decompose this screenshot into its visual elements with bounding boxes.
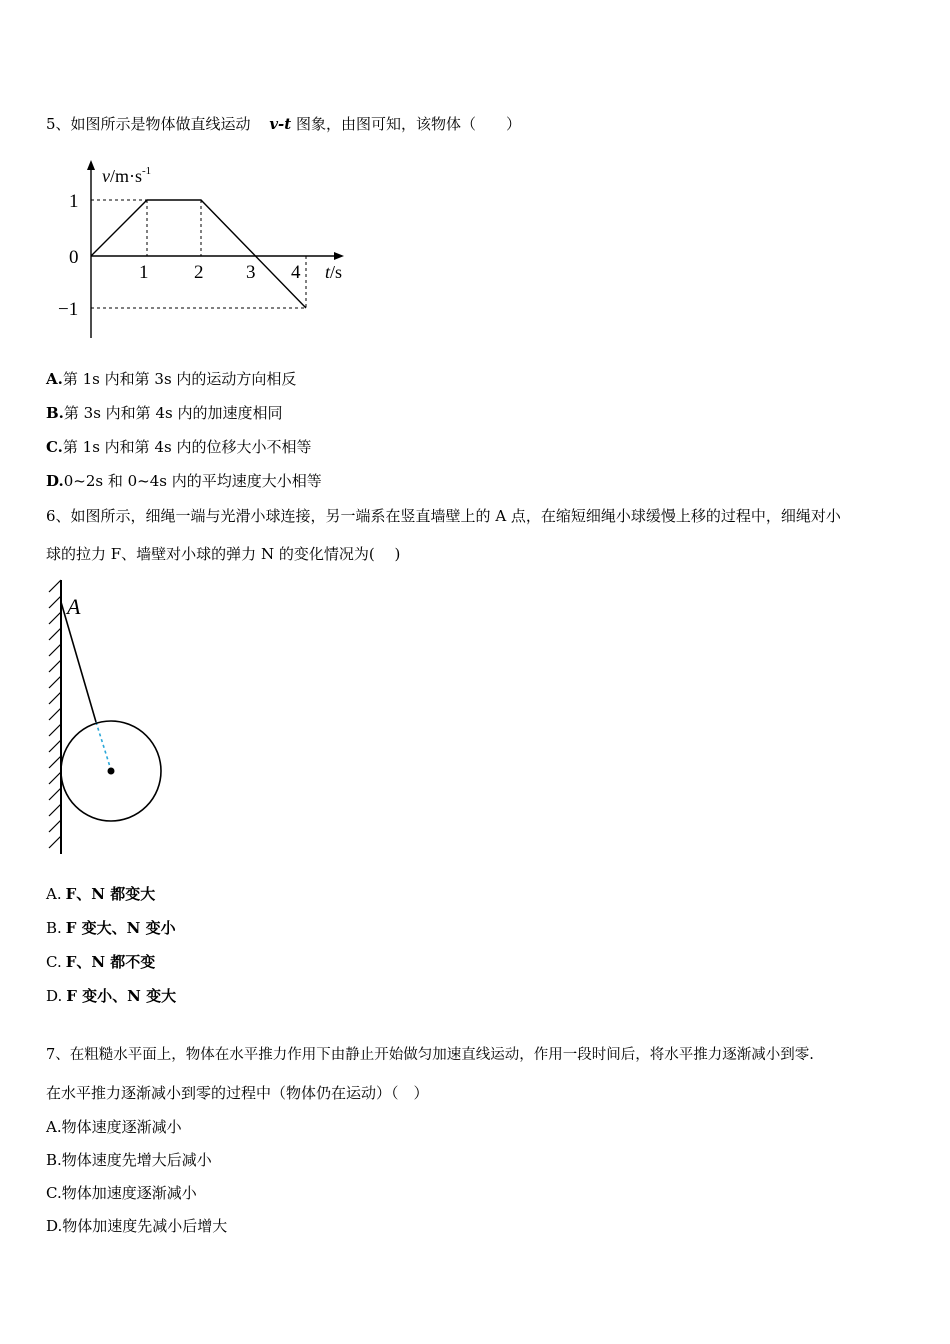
q6-option-c-text: F、N 都不变 bbox=[65, 953, 156, 971]
q6-option-c bbox=[46, 952, 155, 972]
q5-option-a bbox=[46, 369, 296, 389]
q7-option-d-text: 物体加速度先减小后增大 bbox=[62, 1217, 228, 1235]
q6-option-a bbox=[46, 884, 155, 904]
vt-y-tick-0: 0 bbox=[69, 247, 79, 268]
q5-option-a-label: A. bbox=[46, 370, 63, 388]
rope-extension bbox=[96, 722, 111, 770]
q5-option-c-label: C. bbox=[46, 438, 63, 456]
q5-option-a-text: 第 1s 内和第 3s 内的运动方向相反 bbox=[62, 370, 297, 388]
q6-option-d bbox=[46, 986, 176, 1006]
q7-option-a-text: 物体速度逐渐减小 bbox=[61, 1118, 182, 1136]
q5-stem bbox=[46, 114, 521, 134]
q5-option-d-label: D. bbox=[46, 472, 64, 490]
q7-option-d bbox=[46, 1216, 227, 1236]
ball-center bbox=[108, 768, 115, 775]
q5-stem-vt: v-t bbox=[269, 115, 292, 133]
q7-option-d-label: D. bbox=[46, 1217, 63, 1235]
q7-option-b bbox=[46, 1150, 212, 1170]
q5-option-b bbox=[46, 403, 282, 423]
q5-option-d-text: 0~2s 和 0~4s 内的平均速度大小相等 bbox=[63, 472, 322, 490]
vt-x-label-unit: /s bbox=[330, 262, 343, 282]
rope bbox=[61, 602, 96, 722]
q7-option-b-text: 物体速度先增大后减小 bbox=[61, 1151, 212, 1169]
vt-curve bbox=[91, 200, 306, 308]
vt-y-arrow bbox=[87, 160, 95, 170]
vt-y-label-unit: /m·s bbox=[110, 166, 143, 186]
q6-stem-line2: 球的拉力 F、墙壁对小球的弹力 N 的变化情况为( ) bbox=[46, 545, 401, 563]
q7-option-c-label: C. bbox=[46, 1184, 62, 1202]
q5-option-b-text: 第 3s 内和第 4s 内的加速度相同 bbox=[63, 404, 283, 422]
q7-option-b-label: B. bbox=[46, 1151, 62, 1169]
q7-option-a-label: A. bbox=[46, 1118, 62, 1136]
q6-option-b-text: F 变大、N 变小 bbox=[65, 919, 176, 937]
vt-x-label-t: t bbox=[325, 262, 331, 282]
q5-option-c bbox=[46, 437, 311, 457]
q5-option-c-text: 第 1s 内和第 4s 内的位移大小不相等 bbox=[62, 438, 312, 456]
q7-option-c-text: 物体加速度逐渐减小 bbox=[61, 1184, 197, 1202]
q7-option-a bbox=[46, 1117, 182, 1137]
vt-x-tick-4: 4 bbox=[291, 262, 301, 283]
vt-x-label bbox=[325, 262, 342, 282]
q5-option-d bbox=[46, 471, 322, 491]
q7-option-c bbox=[46, 1183, 197, 1203]
vt-x-tick-2: 2 bbox=[194, 262, 204, 283]
q5-stem-pre: 5、如图所示是物体做直线运动 bbox=[46, 115, 251, 133]
vt-y-label-exp: -1 bbox=[142, 165, 152, 177]
q7-stem-line2: 在水平推力逐渐减小到零的过程中（物体仍在运动）（ ） bbox=[46, 1084, 429, 1102]
vt-x-arrow bbox=[334, 252, 344, 260]
q6-option-b bbox=[46, 918, 176, 938]
point-a-label: A bbox=[67, 594, 81, 619]
vt-x-tick-1: 1 bbox=[139, 262, 149, 283]
q5-stem-post: 图象，由图可知，该物体（ ） bbox=[295, 115, 521, 133]
q6-stem-line1: 6、如图所示，细绳一端与光滑小球连接，另一端系在竖直墙壁上的 A 点，在缩短细绳小球缓慢上移的过程中，细绳对小 bbox=[46, 507, 841, 525]
q6-option-a-label: A. bbox=[46, 885, 62, 903]
vt-graph bbox=[50, 158, 370, 348]
vt-x-tick-3: 3 bbox=[246, 262, 256, 283]
q6-option-d-label: D. bbox=[46, 987, 63, 1005]
q6-option-b-label: B. bbox=[46, 919, 62, 937]
q6-option-a-text: F、N 都变大 bbox=[65, 885, 156, 903]
q5-option-b-label: B. bbox=[46, 404, 64, 422]
vt-y-tick-neg1: −1 bbox=[58, 299, 79, 320]
vt-y-label bbox=[102, 165, 151, 186]
wall-ball-figure bbox=[40, 572, 170, 862]
vt-y-label-v: v bbox=[102, 166, 110, 186]
vt-y-tick-1: 1 bbox=[69, 191, 79, 212]
wall-hatching bbox=[49, 580, 61, 848]
q6-option-c-label: C. bbox=[46, 953, 62, 971]
q6-option-d-text: F 变小、N 变大 bbox=[66, 987, 177, 1005]
q7-stem-line1: 7、在粗糙水平面上，物体在水平推力作用下由静止开始做匀加速直线运动，作用一段时间后，将水平推力逐渐减小到零. bbox=[46, 1047, 814, 1063]
